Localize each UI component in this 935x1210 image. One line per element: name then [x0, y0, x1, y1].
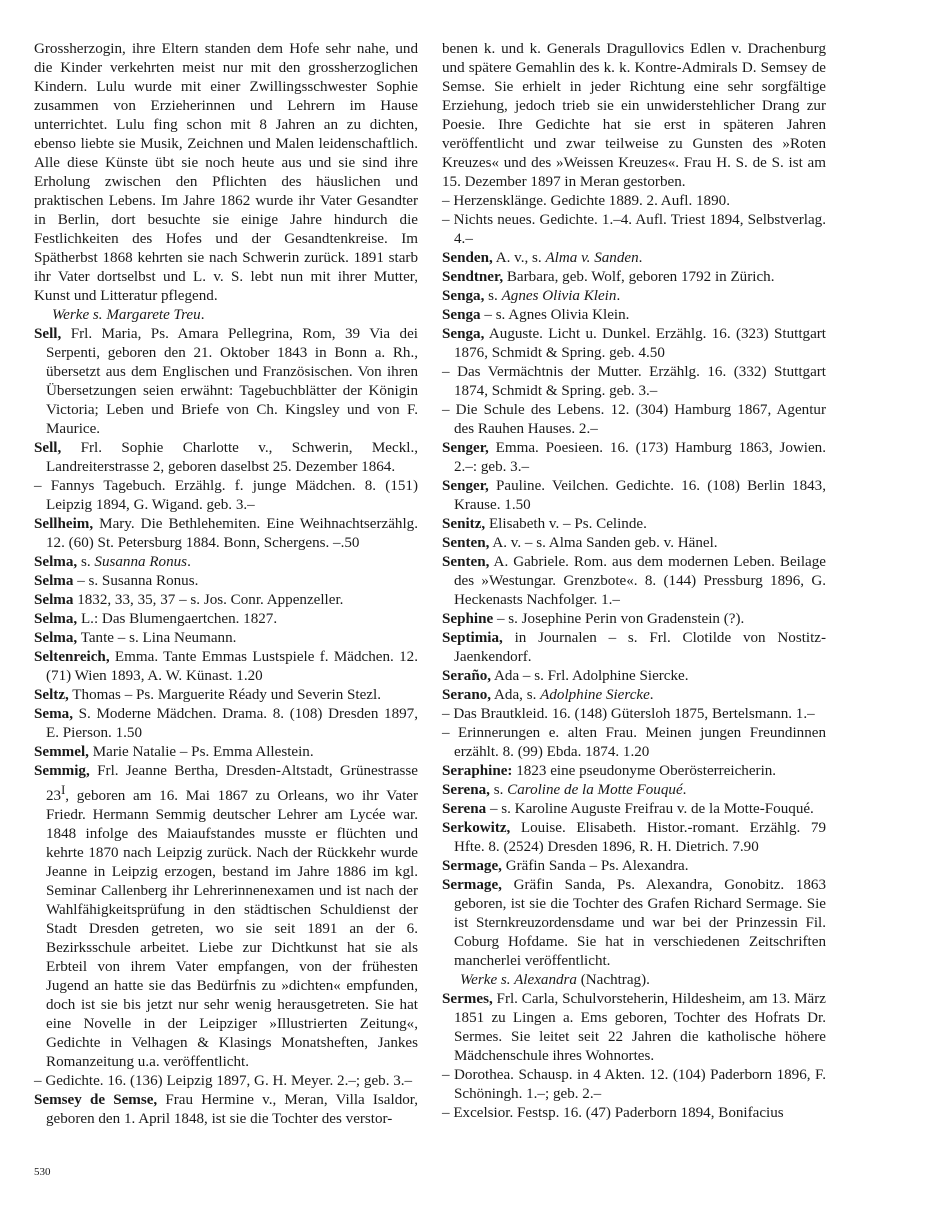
entry-text: A. v. – s. Alma Sanden geb. v. Hänel. — [489, 535, 718, 551]
sub-entry — [442, 1066, 826, 1104]
entry-headword: Sendtner, — [442, 269, 504, 285]
italic-reference: Werke s. Alexandra — [460, 972, 577, 988]
italic-reference: Caroline de la Motte Fouqué — [507, 782, 683, 798]
entry-headword: Senga — [442, 307, 481, 323]
entry-headword: Senten, — [442, 535, 490, 551]
lexicon-entry — [442, 287, 826, 306]
entry-text: benen k. und k. Generals Dragullovics Edlen v. Drachenburg und spätere Gemahlin des k. k. Kontre-Admirals D. Semsey de Semse. Sie erhielt in jeder Richtung eine sehr sorgfältige Erziehung, jedoch trieb sie ein unwiderstehlicher Drang zur Poesie. Ihre Gedichte hat sie erst in späteren Jahren veröffentlicht und zwar teilweise zu Gunsten des »Roten Kreuzes« und des »Weissen Kreuzes«. Frau H. S. de S. ist am 15. Dezember 1897 in Meran gestorben. — [442, 41, 826, 190]
entry-headword: Sell, — [34, 326, 62, 342]
entry-text: Emma. Poesieen. 16. (173) Hamburg 1863, Jowien. 2.–: geb. 3.– — [454, 440, 826, 475]
entry-headword: Senga, — [442, 288, 485, 304]
entry-text: Frl. Jeanne Bertha, Dresden-Altstadt, Grünestrasse 23 — [46, 763, 418, 805]
lexicon-entry — [34, 743, 418, 762]
entry-headword: Serano, — [442, 687, 492, 703]
sub-entry — [442, 1104, 826, 1123]
entry-text: – s. Susanna Ronus. — [73, 573, 199, 589]
entry-text: – Excelsior. Festsp. 16. (47) Paderborn 1894, Bonifacius — [442, 1105, 784, 1121]
entry-text: – s. Josephine Perin von Gradenstein (?). — [493, 611, 745, 627]
sub-entry — [442, 363, 826, 401]
entry-text: in Journalen – s. Frl. Clotilde von Nostitz-Jaenkendorf. — [454, 630, 826, 665]
entry-text: . — [638, 250, 643, 266]
lexicon-entry — [442, 477, 826, 515]
entry-headword: Seltz, — [34, 687, 69, 703]
entry-text: – Das Brautkleid. 16. (148) Gütersloh 1875, Bertelsmann. 1.– — [442, 706, 815, 722]
entry-text: – Nichts neues. Gedichte. 1.–4. Aufl. Triest 1894, Selbstverlag. 4.– — [442, 212, 826, 247]
entry-text: – s. Agnes Olivia Klein. — [480, 307, 630, 323]
entry-text: s. — [77, 554, 95, 570]
page-number: 530 — [34, 1166, 51, 1178]
lexicon-entry — [442, 762, 826, 781]
entry-headword: Selma, — [34, 630, 78, 646]
lexicon-entry — [442, 800, 826, 819]
lexicon-entry — [34, 1091, 418, 1129]
italic-reference: Agnes Olivia Klein — [501, 288, 617, 304]
entry-text: – Das Vermächtnis der Mutter. Erzählg. 16. (332) Stuttgart 1874, Schmidt & Spring. geb. 3.– — [442, 364, 826, 399]
right-column — [442, 40, 826, 1123]
sub-entry — [34, 477, 418, 515]
entry-text: Elisabeth v. – Ps. Celinde. — [485, 516, 647, 532]
continued-paragraph — [34, 40, 418, 306]
lexicon-entry — [442, 534, 826, 553]
sub-entry — [442, 401, 826, 439]
entry-headword: Sermes, — [442, 991, 493, 1007]
entry-text: . — [682, 782, 687, 798]
house-number-superscript: I — [61, 783, 66, 797]
entry-text: L.: Das Blumengaertchen. 1827. — [77, 611, 278, 627]
entry-headword: Seraphine: — [442, 763, 513, 779]
entry-headword: Sellheim, — [34, 516, 94, 532]
entry-headword: Senga, — [442, 326, 485, 342]
entry-headword: Senten, — [442, 554, 490, 570]
entry-text: Louise. Elisabeth. Histor.-romant. Erzählg. 79 Hfte. 8. (2524) Dresden 1896, R. H. Dietrich. 7.90 — [454, 820, 826, 855]
entry-text: Auguste. Licht u. Dunkel. Erzählg. 16. (323) Stuttgart 1876, Schmidt & Spring. geb. 4.50 — [454, 326, 826, 361]
entry-headword: Senden, — [442, 250, 493, 266]
entry-headword: Serena, — [442, 782, 490, 798]
entry-text: Frl. Maria, Ps. Amara Pellegrina, Rom, 39 Via dei Serpenti, geboren den 21. Oktober 1843 in Bonn a. Rh., übersetzt aus dem Englischen und Französischen. Von ihren Übersetzungen seien erwähnt: Tagebuchblätter der Königin Victoria; Leben und Briefe von Ch. Kingsley und von F. Maurice. — [46, 326, 418, 437]
lexicon-entry — [442, 667, 826, 686]
entry-headword: Seraño, — [442, 668, 492, 684]
entry-text: Frl. Carla, Schulvorsteherin, Hildesheim, am 13. März 1851 zu Lingen a. Ems geboren, Tochter des Hofrats Dr. Sermes. Sie leitet seit 22 Jahren die katholische höhere Mädchenschule ihres Wohnortes. — [454, 991, 826, 1064]
lexicon-entry — [442, 515, 826, 534]
lexicon-entry — [442, 553, 826, 610]
lexicon-entry — [34, 629, 418, 648]
lexicon-entry — [442, 629, 826, 667]
entry-text: Emma. Tante Emmas Lustspiele f. Mädchen. 12. (71) Wien 1893, A. W. Künast. 1.20 — [46, 649, 418, 684]
entry-text: Ada, s. — [491, 687, 541, 703]
lexicon-entry — [34, 439, 418, 477]
lexicon-entry — [34, 648, 418, 686]
lexicon-entry — [442, 990, 826, 1066]
lexicon-entry — [442, 268, 826, 287]
entry-headword: Seltenreich, — [34, 649, 110, 665]
lexicon-entry — [34, 686, 418, 705]
lexicon-entry — [34, 325, 418, 439]
entry-text: – Erinnerungen e. alten Frau. Meinen jungen Freundinnen erzählt. 8. (99) Ebda. 1874. 1.20 — [442, 725, 826, 760]
entry-text: – Gedichte. 16. (136) Leipzig 1897, G. H. Meyer. 2.–; geb. 3.– — [34, 1073, 413, 1090]
works-reference — [442, 971, 826, 990]
entry-text: Gräfin Sanda – Ps. Alexandra. — [501, 858, 689, 874]
lexicon-entry — [34, 705, 418, 743]
lexicon-entry — [34, 762, 418, 1072]
entry-text: . — [200, 307, 205, 323]
lexicon-entry — [442, 686, 826, 705]
lexicon-entry — [34, 591, 418, 610]
lexicon-entry — [442, 325, 826, 363]
entry-text: – Dorothea. Schausp. in 4 Akten. 12. (104) Paderborn 1896, F. Schöningh. 1.–; geb. 2.– — [442, 1067, 826, 1102]
entry-headword: Semsey de Semse, — [34, 1092, 158, 1109]
entry-headword: Serena — [442, 801, 487, 817]
entry-headword: Sermage, — [442, 877, 502, 893]
entry-text: . — [616, 288, 621, 304]
entry-headword: Sell, — [34, 440, 62, 456]
entry-text: 1823 eine pseudonyme Oberösterreicherin. — [512, 763, 777, 779]
entry-headword: Septimia, — [442, 630, 503, 646]
lexicon-entry — [34, 572, 418, 591]
entry-text: Frl. Sophie Charlotte v., Schwerin, Meckl., Landreiterstrasse 2, geboren daselbst 25. Dezember 1864. — [46, 440, 418, 475]
entry-text: Thomas – Ps. Marguerite Réady und Severin Stezl. — [68, 687, 381, 703]
entry-text: . — [187, 554, 191, 570]
entry-text: . — [649, 687, 654, 703]
sub-entry — [442, 724, 826, 762]
entry-headword: Senger, — [442, 440, 489, 456]
entry-headword: Selma, — [34, 611, 78, 627]
lexicon-entry — [442, 857, 826, 876]
entry-text: Barbara, geb. Wolf, geboren 1792 in Zürich. — [503, 269, 775, 285]
entry-text: Marie Natalie – Ps. Emma Allestein. — [88, 744, 314, 760]
entry-headword: Semmel, — [34, 744, 89, 760]
entry-text: Pauline. Veilchen. Gedichte. 16. (108) Berlin 1843, Krause. 1.50 — [454, 478, 826, 513]
italic-reference: Adolphine Siercke — [540, 687, 650, 703]
entry-text: s. — [489, 782, 508, 798]
lexicon-entry — [442, 610, 826, 629]
entry-text: Gräfin Sanda, Ps. Alexandra, Gonobitz. 1863 geboren, ist sie die Tochter des Grafen Richard Sermage. Sie ist Sternkreuzordensdame und war bei der Prinzessin Fil. Coburg Hofdame. Sie hat in verschiedenen Zeitschriften mancherlei veröffentlicht. — [454, 877, 826, 969]
entry-text: S. Moderne Mädchen. Drama. 8. (108) Dresden 1897, E. Pierson. 1.50 — [46, 706, 418, 741]
entry-headword: Semmig, — [34, 763, 90, 779]
entry-headword: Senger, — [442, 478, 489, 494]
entry-text: Grossherzogin, ihre Eltern standen dem Hofe sehr nahe, und die Kinder verkehrten meist nur mit den grossherzoglichen Kindern. Lulu wurde mit einer Zwillingsschwester Sophie zusammen von Erzieherinnen und Lehrern im Hause unterrichtet. Lulu fing schon mit 8 Jahren an zu dichten, ebenso liebte sie Musik, Zeichnen und Malen leidenschaftlich. Alle diese Künste übt sie noch heute aus und sie sind ihre Erholung zwischen den Pflichten des häuslichen und praktischen Lebens. Im Jahre 1862 wurde ihr Vater Gesandter in Berlin, dort besuchte sie einige Jahre hindurch die Festlichkeiten des Hofes und der Gesandtenkreise. Im Spätherbst 1868 kehrten sie nach Schwerin zurück. 1891 starb ihr Vater dortselbst und L. v. S. lebt nun mit ihrer Mutter, Kunst und Litteratur pflegend. — [34, 41, 418, 304]
entry-text: (Nachtrag). — [576, 972, 650, 988]
entry-headword: Senitz, — [442, 516, 486, 532]
sub-entry — [442, 211, 826, 249]
entry-text: Tante – s. Lina Neumann. — [77, 630, 237, 646]
entry-headword: Selma — [34, 573, 74, 589]
lexicon-entry — [442, 439, 826, 477]
entry-headword: Selma, — [34, 554, 78, 570]
entry-text: – Die Schule des Lebens. 12. (304) Hamburg 1867, Agentur des Rauhen Hauses. 2.– — [442, 402, 826, 437]
entry-headword: Selma — [34, 592, 74, 608]
italic-reference: Susanna Ronus — [94, 554, 188, 570]
entry-text: – s. Karoline Auguste Freifrau v. de la Motte-Fouqué. — [486, 801, 814, 817]
lexicon-entry — [442, 876, 826, 971]
entry-headword: Sermage, — [442, 858, 502, 874]
entry-text: , geboren am 16. Mai 1867 zu Orleans, wo ihr Vater Friedr. Hermann Semmig deutscher Lehrer am Lycée war. 1848 infolge des Maiaufstandes musste er flüchten und kehrte 1870 nach Leipzig zurück. Nach der Rückkehr wurde Jeanne in Leipzig erzogen, bestand im Jahre 1886 im kgl. Seminar Callenberg ihr Lehrerinnenexamen und ist nach der Wahlfähigkeitsprüfung in den städtischen Schuldienst der Stadt Dresden getreten, wo sie seit 1891 an der 6. Bezirksschule arbeitet. Liebe zur Dichtkunst hat sie als Erbteil von ihrem Vater empfangen, von der frühesten Jugend an hatte sie das Bedürfnis zu »dichten« empfunden, doch ist sie bis jetzt nur sehr wenig herausgetreten. Sie hat eine Novelle in der Leipziger »Illustrierten Zeitung«, Gedichte in Velhagen & Klasings Monatsheften, Jankes Romanzeitung u.a. veröffentlicht. — [46, 788, 418, 1071]
entry-headword: Sema, — [34, 706, 73, 722]
continued-paragraph — [442, 40, 826, 192]
sub-entry — [442, 705, 826, 724]
entry-headword: Sephine — [442, 611, 494, 627]
lexicon-entry — [34, 515, 418, 553]
lexicon-entry — [442, 781, 826, 800]
italic-reference: Werke s. Margarete Treu — [52, 307, 201, 323]
sub-entry — [34, 1072, 418, 1091]
entry-text: s. — [484, 288, 502, 304]
lexicon-entry — [442, 249, 826, 268]
sub-entry — [442, 192, 826, 211]
entry-headword: Serkowitz, — [442, 820, 511, 836]
entry-text: – Herzensklänge. Gedichte 1889. 2. Aufl. 1890. — [442, 193, 730, 209]
entry-text: Frau Hermine v., Meran, Villa Isaldor, geboren den 1. April 1848, ist sie die Tochter des verstor- — [46, 1092, 418, 1128]
entry-text: 1832, 33, 35, 37 – s. Jos. Conr. Appenzeller. — [73, 592, 344, 608]
lexicon-entry — [442, 819, 826, 857]
lexicon-entry — [34, 553, 418, 572]
entry-text: – Fannys Tagebuch. Erzählg. f. junge Mädchen. 8. (151) Leipzig 1894, G. Wigand. geb. 3.– — [34, 478, 418, 513]
entry-text: Ada – s. Frl. Adolphine Siercke. — [491, 668, 689, 684]
entry-text: A. v., s. — [492, 250, 546, 266]
works-reference — [34, 306, 418, 325]
italic-reference: Alma v. Sanden — [545, 250, 639, 266]
lexicon-entry — [442, 306, 826, 325]
lexicon-entry — [34, 610, 418, 629]
entry-text: Mary. Die Bethlehemiten. Eine Weihnachtserzählg. 12. (60) St. Petersburg 1884. Bonn, Schergens. –.50 — [46, 516, 418, 551]
entry-text: A. Gabriele. Rom. aus dem modernen Leben. Beilage des »Westungar. Grenzbote«. 8. (144) Pressburg 1896, G. Heckenasts Nachfolger. 1.– — [454, 554, 826, 608]
left-column — [34, 40, 418, 1129]
